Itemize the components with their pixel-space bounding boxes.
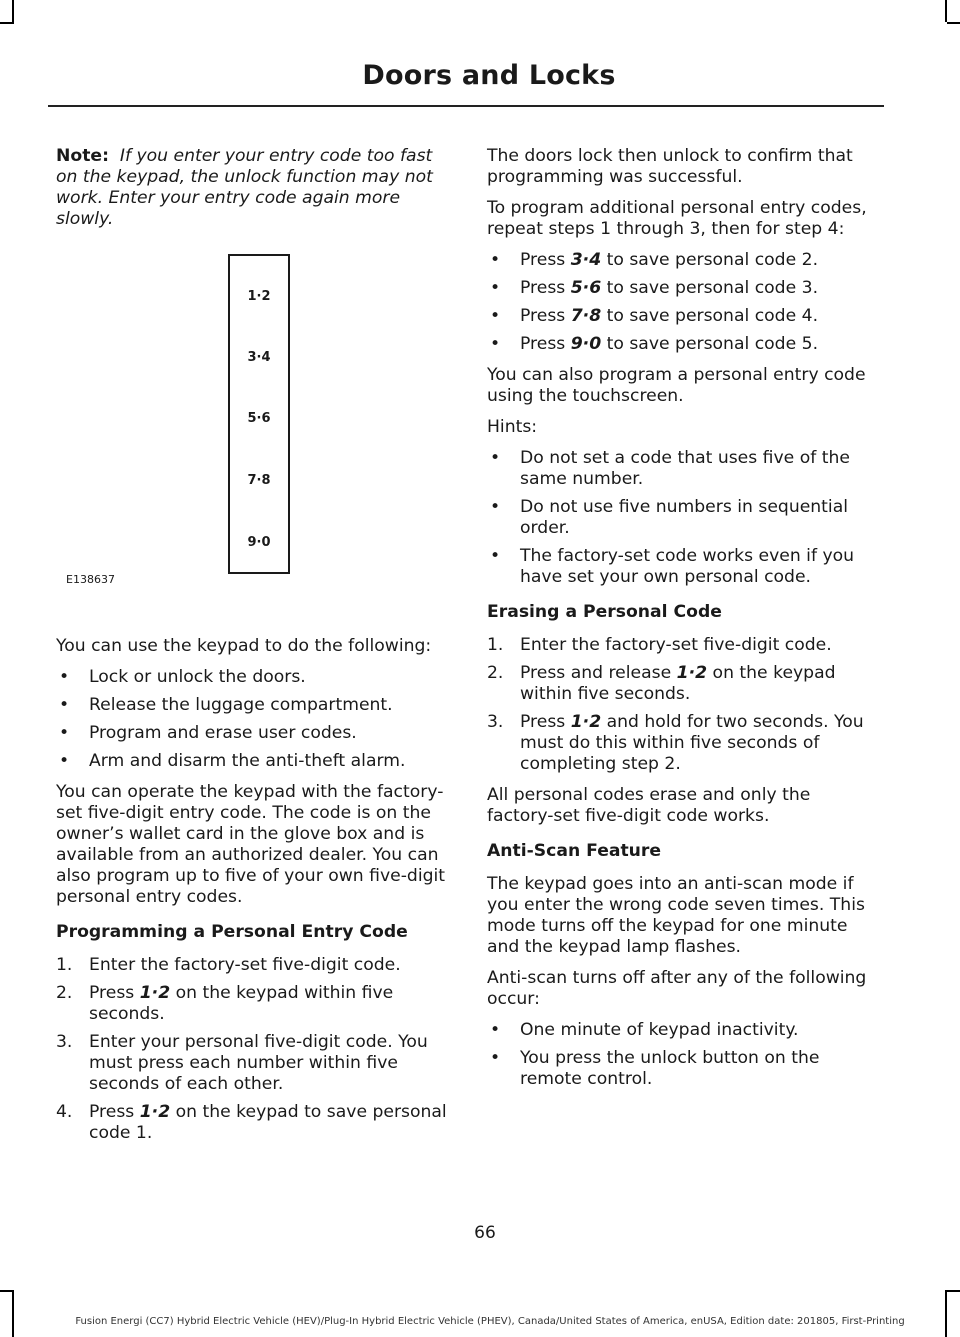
- uses-list: [56, 667, 448, 772]
- keypad-key-label: 1·2: [247, 289, 271, 304]
- list-item: • One minute of keypad inactivity.: [490, 1020, 799, 1040]
- header-divider: [48, 105, 884, 107]
- antiscan-off-list: [487, 1020, 879, 1090]
- touchscreen-paragraph: You can also program a personal entry code using the touchscreen.: [487, 365, 866, 406]
- note-paragraph: [56, 146, 448, 230]
- crop-mark: [12, 0, 14, 22]
- hints-list: [487, 448, 879, 588]
- list-item: • Arm and disarm the anti-theft alarm.: [59, 751, 406, 771]
- additional-codes-list: [487, 250, 879, 355]
- list-item: • Lock or unlock the doors.: [59, 667, 306, 687]
- antiscan-paragraph: The keypad goes into an anti-scan mode if you enter the wrong code seven times. This mode turns off the keypad for one minute and the keypad lamp flashes.: [487, 874, 865, 957]
- list-item: 1. Enter the factory-set five-digit code.: [487, 635, 832, 655]
- list-item: • The factory-set code works even if you have set your own personal code.: [490, 546, 855, 587]
- keypad-figure: [56, 254, 448, 616]
- crop-mark: [12, 1290, 14, 1337]
- keypad-key-label: 9·0: [247, 535, 271, 550]
- keypad-key-label: 5·6: [247, 411, 271, 426]
- crop-mark: [0, 22, 14, 24]
- list-item: 3. Press 1·2 and hold for two seconds. You must do this within five seconds of completing step 2.: [487, 712, 864, 774]
- crop-mark: [945, 0, 947, 22]
- intro-paragraph: You can use the keypad to do the following:: [56, 636, 432, 656]
- operate-paragraph: You can operate the keypad with the factory-set five-digit entry code. The code is on the owner’s wallet card in the glove box and is available from an authorized dealer. You can also program up to five of your own five-digit personal entry codes.: [56, 782, 446, 907]
- keypad-illustration: [228, 254, 290, 574]
- erase-result-paragraph: All personal codes erase and only the factory-set five-digit code works.: [487, 785, 811, 826]
- page-title: Doors and Locks: [362, 60, 616, 91]
- page-number: 66: [474, 1223, 496, 1243]
- crop-mark: [947, 22, 960, 24]
- keypad-key-label: 3·4: [247, 350, 271, 365]
- list-item: • Do not use five numbers in sequential order.: [490, 497, 848, 538]
- page-footer: Fusion Energi (CC7) Hybrid Electric Vehicle (HEV)/Plug-In Hybrid Electric Vehicle (PHEV), Canada/United States of America, enUSA, Edition date: 201805, First-Printing: [75, 1316, 905, 1327]
- erasing-steps: [487, 635, 879, 775]
- crop-mark: [947, 1290, 960, 1292]
- list-item: 2. Press 1·2 on the keypad within five seconds.: [56, 983, 394, 1024]
- list-item: • Do not set a code that uses five of the same number.: [490, 448, 850, 489]
- list-item: 3. Enter your personal five-digit code. You must press each number within five seconds of each other.: [56, 1032, 428, 1094]
- list-item: • Release the luggage compartment.: [59, 695, 393, 715]
- hints-label: Hints:: [487, 417, 538, 437]
- list-item: • Press 7·8 to save personal code 4.: [490, 306, 819, 326]
- figure-code: E138637: [66, 573, 115, 586]
- note-text: If you enter your entry code too fast on the keypad, the unlock function may not work. Enter your entry code again more slowly.: [56, 146, 433, 229]
- erasing-heading: Erasing a Personal Code: [487, 602, 722, 622]
- note-label: Note:: [56, 146, 109, 166]
- crop-mark: [0, 1290, 14, 1292]
- programming-steps: [56, 955, 448, 1144]
- right-column: [487, 146, 879, 1100]
- list-item: • Press 9·0 to save personal code 5.: [490, 334, 819, 354]
- list-item: 2. Press and release 1·2 on the keypad within five seconds.: [487, 663, 836, 704]
- list-item: • Press 3·4 to save personal code 2.: [490, 250, 819, 270]
- list-item: • You press the unlock button on the remote control.: [490, 1048, 820, 1089]
- confirm-paragraph: The doors lock then unlock to confirm that programming was successful.: [487, 146, 853, 187]
- list-item: 4. Press 1·2 on the keypad to save personal code 1.: [56, 1102, 447, 1143]
- left-column: [56, 146, 448, 1154]
- antiscan-off-paragraph: Anti-scan turns off after any of the following occur:: [487, 968, 867, 1009]
- keypad-key-label: 7·8: [247, 473, 271, 488]
- crop-mark: [945, 1290, 947, 1337]
- list-item: • Press 5·6 to save personal code 3.: [490, 278, 819, 298]
- antiscan-heading: Anti-Scan Feature: [487, 841, 662, 861]
- list-item: • Program and erase user codes.: [59, 723, 357, 743]
- additional-paragraph: To program additional personal entry codes, repeat steps 1 through 3, then for step 4:: [487, 198, 867, 239]
- list-item: 1. Enter the factory-set five-digit code.: [56, 955, 401, 975]
- programming-heading: Programming a Personal Entry Code: [56, 922, 408, 942]
